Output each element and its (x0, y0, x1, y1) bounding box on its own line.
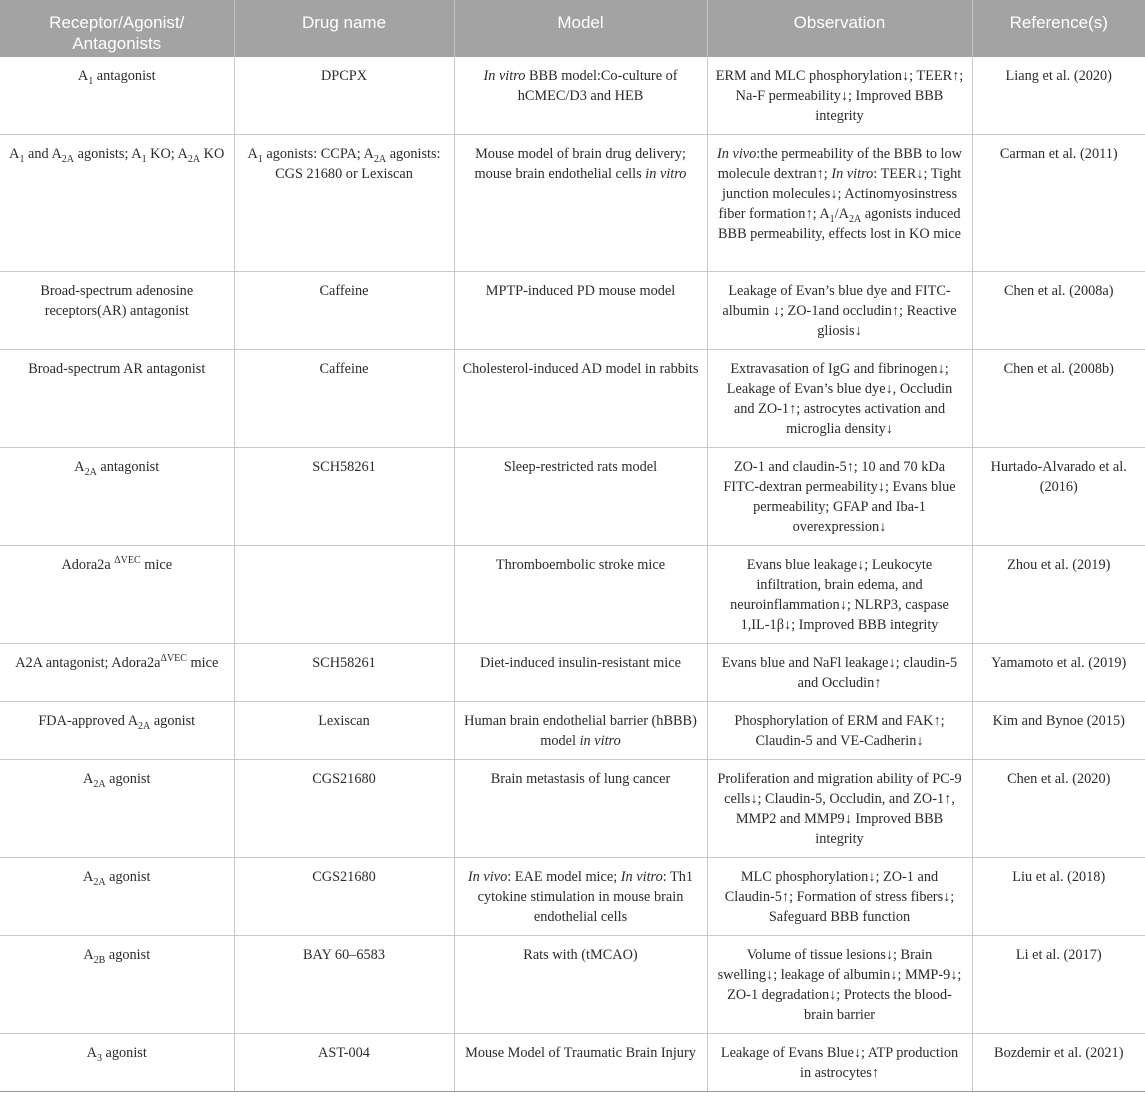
header-drug-name: Drug name (234, 0, 454, 57)
observation-cell: Proliferation and migration ability of PC-9 cells↓; Claudin-5, Occludin, and ZO-1↑, MMP2 and MMP9↓ Improved BBB integrity (707, 760, 972, 858)
model-cell: Sleep-restricted rats model (454, 448, 707, 546)
observation-cell: Evans blue and NaFl leakage↓; claudin-5 and Occludin↑ (707, 644, 972, 702)
receptor-cell: FDA-approved $A_{2A}$ agonist (0, 702, 234, 760)
drug-name-cell: DPCPX (234, 57, 454, 135)
table-row (0, 1034, 1145, 1092)
reference-cell: Kim and Bynoe (2015) (972, 702, 1145, 760)
model-cell: In vitro BBB model:Co-culture of hCMEC/D3 and HEB (454, 57, 707, 135)
observation-cell: Evans blue leakage↓; Leukocyte infiltration, brain edema, and neuroinflammation↓; NLRP3, caspase 1,IL-1β↓; Improved BBB integrity (707, 546, 972, 644)
header-references: Reference(s) (972, 0, 1145, 57)
reference-cell: Liang et al. (2020) (972, 57, 1145, 135)
observation-cell: Phosphorylation of ERM and FAK↑; Claudin-5 and VE-Cadherin↓ (707, 702, 972, 760)
receptor-cell: $A_{2A}$ agonist (0, 760, 234, 858)
header-row (0, 0, 1145, 57)
receptor-cell: Adora2a $^{\Delta VEC}$ mice (0, 546, 234, 644)
observation-cell: Leakage of Evan’s blue dye and FITC-albumin ↓; ZO-1and occludin↑; Reactive gliosis↓ (707, 272, 972, 350)
reference-cell: Carman et al. (2011) (972, 135, 1145, 272)
reference-cell: Chen et al. (2008a) (972, 272, 1145, 350)
model-cell: Brain metastasis of lung cancer (454, 760, 707, 858)
table-row (0, 936, 1145, 1034)
observation-cell: Leakage of Evans Blue↓; ATP production in astrocytes↑ (707, 1034, 972, 1092)
table-row (0, 272, 1145, 350)
receptor-cell: $A_3$ agonist (0, 1034, 234, 1092)
observation-cell: Extravasation of IgG and fibrinogen↓; Leakage of Evan’s blue dye↓, Occludin and ZO-1↑; astrocytes activation and microglia density↓ (707, 350, 972, 448)
receptor-cell: Broad-spectrum AR antagonist (0, 350, 234, 448)
header-observation: Observation (707, 0, 972, 57)
table-row (0, 644, 1145, 702)
observation-cell: MLC phosphorylation↓; ZO-1 and Claudin-5↑; Formation of stress fibers↓; Safeguard BBB function (707, 858, 972, 936)
reference-cell: Li et al. (2017) (972, 936, 1145, 1034)
model-cell: Rats with (tMCAO) (454, 936, 707, 1034)
table-row (0, 57, 1145, 135)
table-row (0, 702, 1145, 760)
model-cell: Cholesterol-induced AD model in rabbits (454, 350, 707, 448)
drug-name-cell: SCH58261 (234, 448, 454, 546)
model-cell: Mouse Model of Traumatic Brain Injury (454, 1034, 707, 1092)
reference-cell: Chen et al. (2008b) (972, 350, 1145, 448)
model-cell: Human brain endothelial barrier (hBBB) model in vitro (454, 702, 707, 760)
reference-cell: Hurtado-Alvarado et al. (2016) (972, 448, 1145, 546)
drug-name-cell: AST-004 (234, 1034, 454, 1092)
table-row (0, 546, 1145, 644)
table-row (0, 350, 1145, 448)
receptor-cell: $A_{2A}$ agonist (0, 858, 234, 936)
drug-name-cell: Caffeine (234, 350, 454, 448)
receptor-cell: $A_{2A}$ antagonist (0, 448, 234, 546)
table-row (0, 760, 1145, 858)
receptor-cell: Broad-spectrum adenosine receptors(AR) antagonist (0, 272, 234, 350)
drug-name-cell: CGS21680 (234, 858, 454, 936)
receptor-cell: $A_{2B}$ agonist (0, 936, 234, 1034)
model-cell: MPTP-induced PD mouse model (454, 272, 707, 350)
drug-name-cell: Caffeine (234, 272, 454, 350)
observation-cell: ZO-1 and claudin-5↑; 10 and 70 kDa FITC-dextran permeability↓; Evans blue permeability; GFAP and Iba-1 overexpression↓ (707, 448, 972, 546)
header-receptor: Receptor/Agonist/ Antagonists (0, 0, 234, 57)
table-row (0, 858, 1145, 936)
observation-cell: Volume of tissue lesions↓; Brain swelling↓; leakage of albumin↓; MMP-9↓; ZO-1 degradation↓; Protects the blood-brain barrier (707, 936, 972, 1034)
drug-name-cell: CGS21680 (234, 760, 454, 858)
table-row (0, 448, 1145, 546)
model-cell: In vivo: EAE model mice; In vitro: Th1 cytokine stimulation in mouse brain endothelial cells (454, 858, 707, 936)
reference-cell: Liu et al. (2018) (972, 858, 1145, 936)
model-cell: Diet-induced insulin-resistant mice (454, 644, 707, 702)
drug-name-cell: $A_1$ agonists: CCPA; $A_{2A}$ agonists: CGS 21680 or Lexiscan (234, 135, 454, 272)
drug-name-cell: BAY 60–6583 (234, 936, 454, 1034)
reference-cell: Bozdemir et al. (2021) (972, 1034, 1145, 1092)
receptor-cell: $A_1$ antagonist (0, 57, 234, 135)
reference-cell: Chen et al. (2020) (972, 760, 1145, 858)
model-cell: Thromboembolic stroke mice (454, 546, 707, 644)
observation-cell: ERM and MLC phosphorylation↓; TEER↑; Na-F permeability↓; Improved BBB integrity (707, 57, 972, 135)
receptor-cell: A2A antagonist; $Adora2a^{\Delta VEC}$ mice (0, 644, 234, 702)
drug-name-cell: SCH58261 (234, 644, 454, 702)
table-row (0, 135, 1145, 272)
model-cell: Mouse model of brain drug delivery; mouse brain endothelial cells in vitro (454, 135, 707, 272)
receptor-cell: $A_1$ and $A_{2A}$ agonists; $A_1$ KO; $A_{2A}$ KO (0, 135, 234, 272)
observation-cell: In vivo:the permeability of the BBB to low molecule dextran↑; In vitro: TEER↓; Tight junction molecules↓; Actinomyosinstress fiber formation↑; $A_1/A_{2A}$ agonists induced BBB permeability, effects lost in KO mice (707, 135, 972, 272)
drug-name-cell (234, 546, 454, 644)
header-model: Model (454, 0, 707, 57)
reference-cell: Yamamoto et al. (2019) (972, 644, 1145, 702)
drug-name-cell: Lexiscan (234, 702, 454, 760)
reference-cell: Zhou et al. (2019) (972, 546, 1145, 644)
